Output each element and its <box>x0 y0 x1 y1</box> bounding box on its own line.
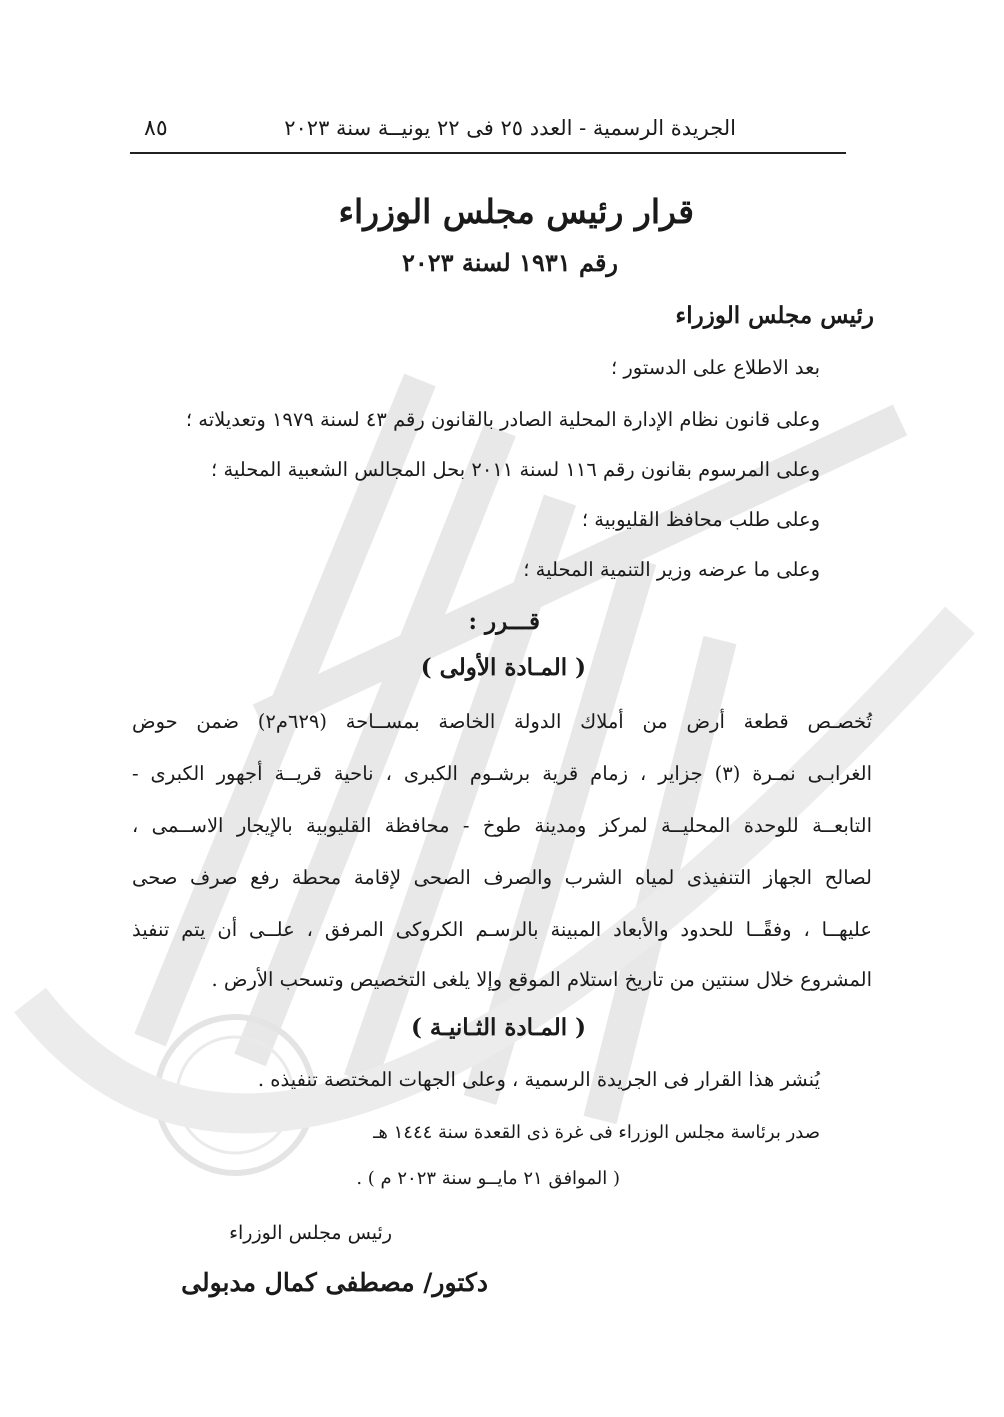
decree-issuer: رئيس مجلس الوزراء <box>675 302 874 329</box>
decree-number: رقم ١٩٣١ لسنة ٢٠٢٣ <box>401 248 618 277</box>
article-1-line: عليهــا ، وفقًــا للحدود والأبعاد المبينة بالرسـم الكروكى المرفق ، علــى أن يتم تنفيذ <box>132 918 872 941</box>
signature-title: رئيس مجلس الوزراء <box>229 1222 392 1244</box>
signature-name: دكتور/ مصطفى كمال مدبولى <box>181 1268 488 1297</box>
article-1-heading: ( المـادة الأولى ) <box>420 654 586 681</box>
decree-title: قرار رئيس مجلس الوزراء <box>338 192 694 231</box>
article-1-line: تُخصـص قطعة أرض من أملاك الدولة الخاصة بمســاحة (٦٢٩م٢) ضمن حوض <box>132 710 872 733</box>
decided-label: قـــرر : <box>468 608 540 635</box>
recital: وعلى المرسوم بقانون رقم ١١٦ لسنة ٢٠١١ بحل المجالس الشعبية المحلية ؛ <box>211 458 820 481</box>
article-1-line: التابعــة للوحدة المحليــة لمركز ومدينة طوخ - محافظة القليوبية بالإيجار الاســمى ، <box>132 814 872 837</box>
recital: وعلى قانون نظام الإدارة المحلية الصادر بالقانون رقم ٤٣ لسنة ١٩٧٩ وتعديلاته ؛ <box>185 408 820 431</box>
recital: وعلى طلب محافظ القليوبية ؛ <box>581 508 820 531</box>
article-1-line: الغرابـى نمـرة (٣) جزاير ، زمام قرية برشـوم الكبرى ، ناحية قريــة أجهور الكبرى - <box>132 762 872 785</box>
issued-date: صدر برئاسة مجلس الوزراء فى غرة ذى القعدة سنة ١٤٤٤ هـ <box>373 1122 820 1143</box>
running-title: الجريدة الرسمية - العدد ٢٥ فى ٢٢ يونيــة سنة ٢٠٢٣ <box>284 116 736 140</box>
article-2-text: يُنشر هذا القرار فى الجريدة الرسمية ، وعلى الجهات المختصة تنفيذه . <box>257 1068 820 1091</box>
article-2-heading: ( المـادة الثـانيـة ) <box>410 1014 586 1041</box>
article-1-line: المشروع خلال سنتين من تاريخ استلام الموقع وإلا يلغى التخصيص وتسحب الأرض . <box>211 968 872 991</box>
recital: وعلى ما عرضه وزير التنمية المحلية ؛ <box>523 558 820 581</box>
corresponding-date: ( الموافق ٢١ مايــو سنة ٢٠٢٣ م ) . <box>356 1168 620 1189</box>
page-header <box>130 112 846 154</box>
page-number: ٨٥ <box>144 116 168 141</box>
recital: بعد الاطلاع على الدستور ؛ <box>610 356 820 379</box>
article-1-line: لصالح الجهاز التنفيذى لمياه الشرب والصرف الصحى لإقامة محطة رفع صرف صحى <box>132 866 872 889</box>
